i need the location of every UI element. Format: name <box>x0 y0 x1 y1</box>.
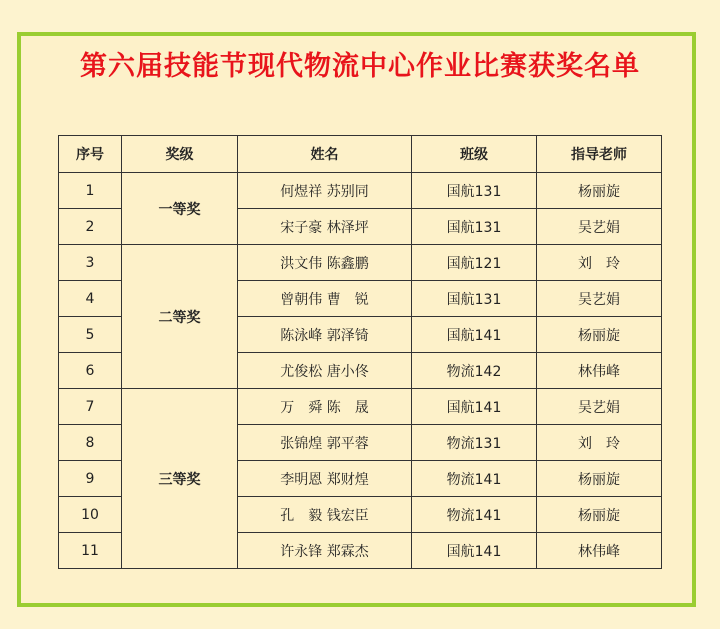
cell-names: 宋子豪 林泽坪 <box>238 209 412 245</box>
cell-number: 11 <box>59 533 122 569</box>
header-class: 班级 <box>412 136 537 173</box>
cell-names: 张锦煌 郭平蓉 <box>238 425 412 461</box>
cell-names: 尤俊松 唐小佟 <box>238 353 412 389</box>
cell-class: 国航131 <box>412 209 537 245</box>
cell-class: 国航141 <box>412 317 537 353</box>
cell-teacher: 吴艺娟 <box>537 209 662 245</box>
cell-class: 物流141 <box>412 461 537 497</box>
cell-award: 二等奖 <box>122 245 238 389</box>
cell-class: 国航141 <box>412 389 537 425</box>
cell-names: 孔 毅 钱宏臣 <box>238 497 412 533</box>
cell-names: 万 舜 陈 晟 <box>238 389 412 425</box>
header-number: 序号 <box>59 136 122 173</box>
header-award: 奖级 <box>122 136 238 173</box>
cell-class: 物流142 <box>412 353 537 389</box>
table-header-row <box>59 136 662 173</box>
cell-teacher: 吴艺娟 <box>537 281 662 317</box>
cell-number: 2 <box>59 209 122 245</box>
cell-teacher: 刘 玲 <box>537 245 662 281</box>
cell-class: 物流131 <box>412 425 537 461</box>
table-row <box>59 389 662 425</box>
cell-number: 6 <box>59 353 122 389</box>
cell-number: 7 <box>59 389 122 425</box>
cell-class: 国航131 <box>412 173 537 209</box>
cell-number: 4 <box>59 281 122 317</box>
cell-names: 何煜祥 苏别同 <box>238 173 412 209</box>
cell-names: 洪文伟 陈鑫鹏 <box>238 245 412 281</box>
cell-number: 9 <box>59 461 122 497</box>
cell-teacher: 刘 玲 <box>537 425 662 461</box>
cell-number: 8 <box>59 425 122 461</box>
cell-class: 国航141 <box>412 533 537 569</box>
cell-teacher: 林伟峰 <box>537 353 662 389</box>
cell-teacher: 杨丽旋 <box>537 461 662 497</box>
awards-table <box>58 135 662 569</box>
table-row <box>59 245 662 281</box>
header-name: 姓名 <box>238 136 412 173</box>
cell-teacher: 杨丽旋 <box>537 497 662 533</box>
cell-award: 三等奖 <box>122 389 238 569</box>
cell-class: 物流141 <box>412 497 537 533</box>
cell-number: 1 <box>59 173 122 209</box>
cell-number: 3 <box>59 245 122 281</box>
cell-names: 许永锋 郑霖杰 <box>238 533 412 569</box>
cell-class: 国航121 <box>412 245 537 281</box>
cell-names: 曾朝伟 曹 锐 <box>238 281 412 317</box>
cell-number: 10 <box>59 497 122 533</box>
cell-award: 一等奖 <box>122 173 238 245</box>
cell-teacher: 林伟峰 <box>537 533 662 569</box>
cell-class: 国航131 <box>412 281 537 317</box>
cell-teacher: 杨丽旋 <box>537 173 662 209</box>
cell-number: 5 <box>59 317 122 353</box>
cell-names: 李明恩 郑财煌 <box>238 461 412 497</box>
cell-teacher: 杨丽旋 <box>537 317 662 353</box>
header-teacher: 指导老师 <box>537 136 662 173</box>
page-title: 第六届技能节现代物流中心作业比赛获奖名单 <box>80 51 640 82</box>
cell-names: 陈泳峰 郭泽锜 <box>238 317 412 353</box>
cell-teacher: 吴艺娟 <box>537 389 662 425</box>
table-row <box>59 173 662 209</box>
